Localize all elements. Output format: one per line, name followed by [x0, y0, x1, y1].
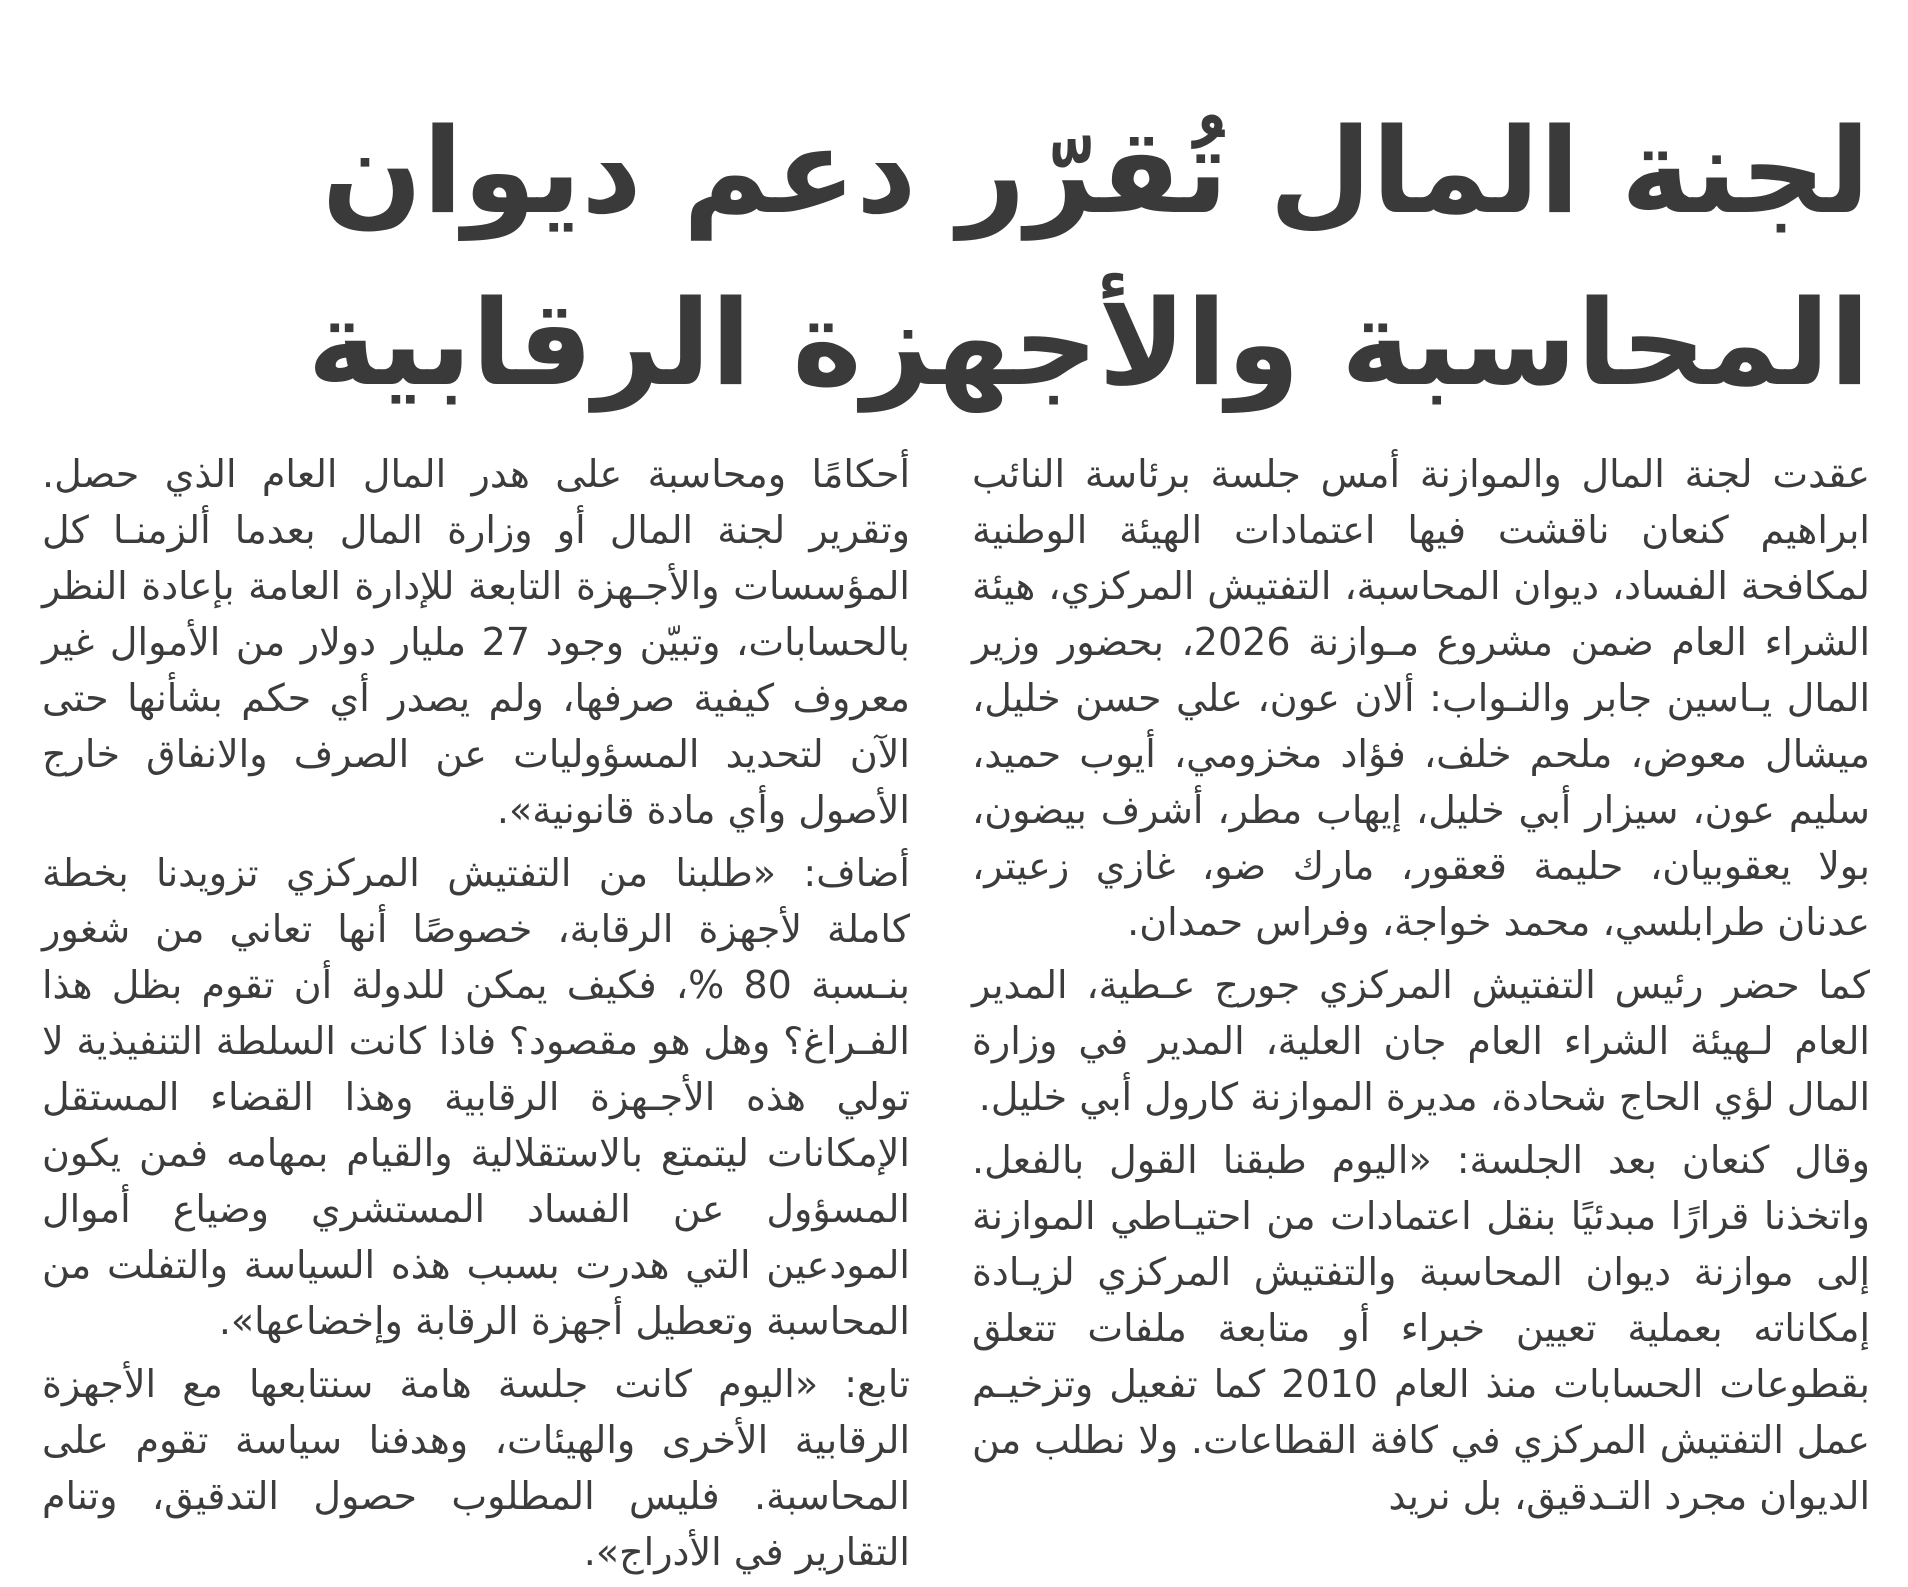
paragraph-left-3: تابع: «اليوم كانت جلسة هامة سنتابعها مع الأجهزة الرقابية الأخرى والهيئات، وهدفنا سياسة تقوم على المحاسبة. فليس المطلوب حصول التدقيق، وتنام التقارير في الأدراج».	[42, 1362, 910, 1574]
paragraph-left-1: أحكامًا ومحاسبة على هدر المال العام الذي حصل. وتقرير لجنة المال أو وزارة المال بعدما ألزمنـا كل المؤسسات والأجـهزة التابعة للإدارة العامة بإعادة النظر بالحسابات، وتبيّن وجود 27 مليار دولار من الأموال غير معروف كيفية صرفها، ولم يصدر أي حكم بشأنها حتى الآن لتحديد المسؤوليات عن الصرف والانفاق خارج الأصول وأي مادة قانونية».	[42, 452, 910, 832]
paragraph-right-2: كما حضر رئيس التفتيش المركزي جورج عـطية، المدير العام لـهيئة الشراء العام جان العلية، المدير في وزارة المال لؤي الحاج شحادة، مديرة الموازنة كارول أبي خليل.	[972, 963, 1870, 1119]
headline-line-1: لجنة المال تُقرّر دعم ديوان	[321, 102, 1870, 241]
article-column-left	[42, 446, 910, 1587]
paragraph-right-1: عقدت لجنة المال والموازنة أمس جلسة برئاسة النائب ابراهيم كنعان ناقشت فيها اعتمادات الهيئة الوطنية لمكافحة الفساد، ديوان المحاسبة، التفتيش المركزي، هيئة الشراء العام ضمن مشروع مـوازنة 2026، بحضور وزير المال يـاسين جابر والنـواب: ألان عون، علي حسن خليل، ميشال معوض، ملحم خلف، فؤاد مخزومي، أيوب حميد، سليم عون، سيزار أبي خليل، إيهاب مطر، أشرف بيضون، بولا يعقوبيان، حليمة قعقور، مارك ضو، غازي زعيتر، عدنان طرابلسي، محمد خواجة، وفراس حمدان.	[972, 452, 1870, 944]
headline-line-2: المحاسبة والأجهزة الرقابية	[307, 274, 1870, 413]
article-headline	[38, 85, 1870, 429]
paragraph-right-3: وقال كنعان بعد الجلسة: «اليوم طبقنا القول بالفعل. واتخذنا قرارًا مبدئيًا بنقل اعتمادات من احتيـاطي الموازنة إلى موازنة ديوان المحاسبة والتفتيش المركزي لزيـادة إمكاناته بعملية تعيين خبراء أو متابعة ملفات تتعلق بقطوعات الحسابات منذ العام 2010 كما تفعيل وتزخيـم عمل التفتيش المركزي في كافة القطاعات. ولا نطلب من الديوان مجرد التـدقيق، بل نريد	[972, 1138, 1870, 1518]
article-column-right	[972, 446, 1870, 1531]
paragraph-left-2: أضاف: «طلبنا من التفتيش المركزي تزويدنا بخطة كاملة لأجهزة الرقابة، خصوصًا أنها تعاني من شغور بنـسبة 80 %، فكيف يمكن للدولة أن تقوم بظل هذا الفـراغ؟ وهل هو مقصود؟ فاذا كانت السلطة التنفيذية لا تولي هذه الأجـهزة الرقابية وهذا القضاء المستقل الإمكانات ليتمتع بالاستقلالية والقيام بمهامه فمن يكون المسؤول عن الفساد المستشري وضياع أموال المودعين التي هدرت بسبب هذه السياسة والتفلت من المحاسبة وتعطيل أجهزة الرقابة وإخضاعها».	[42, 851, 911, 1343]
